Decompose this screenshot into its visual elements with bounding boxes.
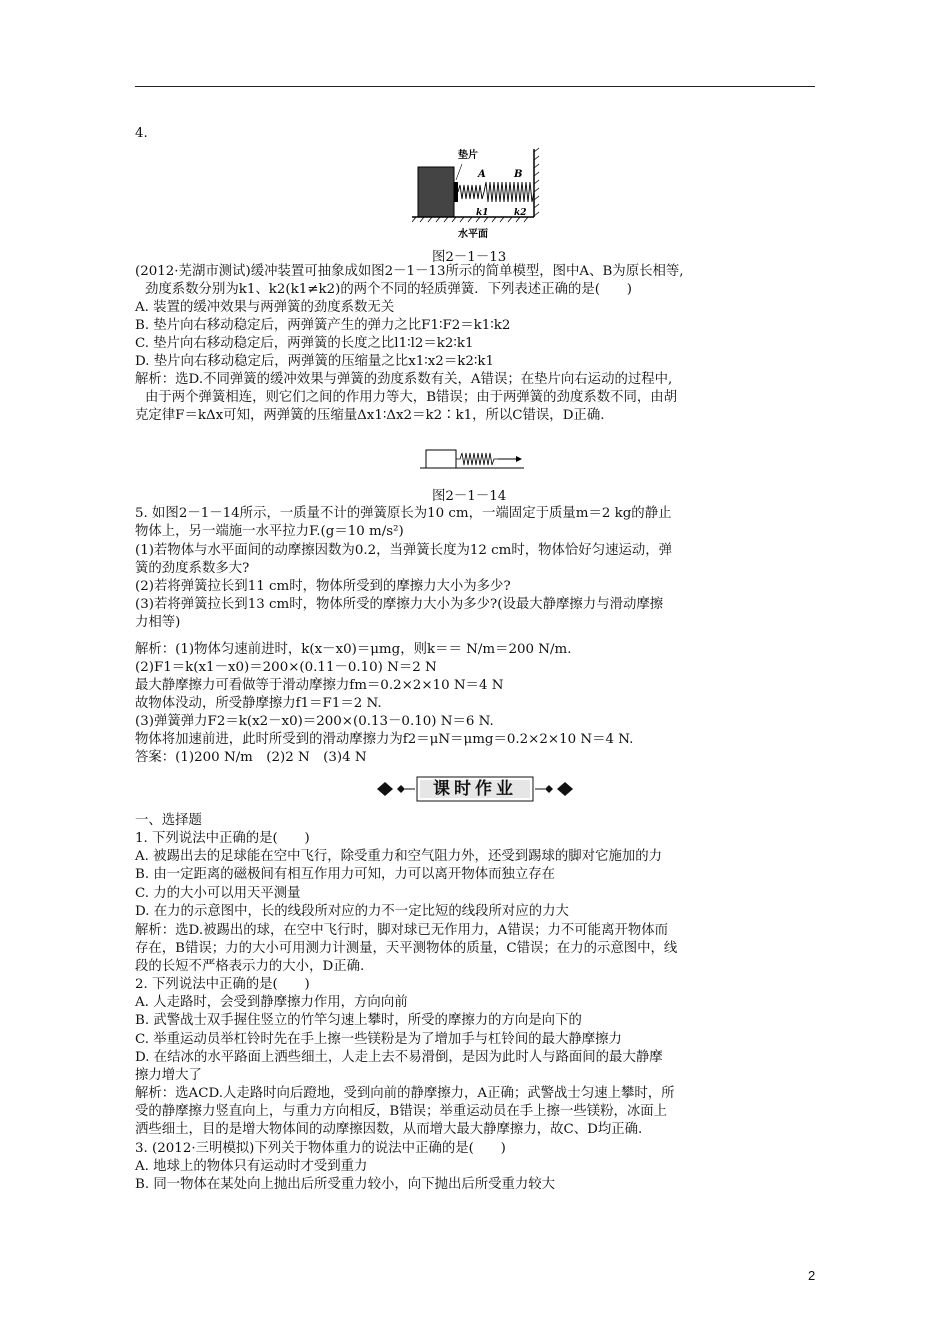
hw-q2-option-c: C. 举重运动员举杠铃时先在手上擦一些镁粉是为了增加手与杠铃间的最大静摩擦力 [135,1032,622,1047]
hw-q1-solution-2: 存在，B错误；力的大小可用测力计测量，天平测物体的质量，C错误；在力的示意图中，线 [135,941,678,956]
q5-stem-1: 5. 如图2－1－14所示，一质量不计的弹簧原长为10 cm，一端固定于质量m＝2 kg的静止 [135,506,672,521]
figure-2-1-13 [412,144,552,244]
label-b: B [514,169,523,180]
q4-solution-3: 克定律F＝kΔx可知，两弹簧的压缩量Δx1∶Δx2＝k2∶k1，所以C错误，D正确. [135,408,605,423]
hw-section-title: 一、选择题 [135,813,202,828]
q4-option-c: C. 垫片向右移动稳定后，两弹簧的长度之比l1∶l2＝k2∶k1 [135,336,474,351]
hw-q2-solution-2: 受的静摩擦力竖直向上，与重力方向相反，B错误；举重运动员在手上擦一些镁粉，冰面上 [135,1104,668,1119]
q5-stem-2: 物体上，另一端施一水平拉力F.(g＝10 m/s²) [135,524,404,539]
hw-q2-solution-3: 洒些细土，目的是增大物体间的动摩擦因数，从而增大最大静摩擦力，故C、D均正确. [135,1122,643,1137]
header-rule [135,86,815,87]
q5-solution-2: (2)F1＝k(x1－x0)＝200×(0.11－0.10) N＝2 N [135,660,437,675]
hw-q2-option-b: B. 武警战士双手握住竖立的竹竿匀速上攀时，所受的摩擦力的方向是向下的 [135,1013,582,1028]
q5-part1-a: (1)若物体与水平面间的动摩擦因数为0.2，当弹簧长度为12 cm时，物体恰好匀速运动，弹 [135,543,673,558]
label-ground: 水平面 [458,229,488,240]
hw-q1-solution-3: 段的长短不严格表示力的大小，D正确. [135,959,365,974]
hw-q2-solution-1: 解析：选ACD.人走路时向后蹬地，受到向前的静摩擦力，A正确；武警战士匀速上攀时，所 [135,1086,675,1101]
hw-q3-option-a: A. 地球上的物体只有运动时才受到重力 [135,1159,368,1174]
label-k2: k2 [514,208,527,218]
q5-solution-5: (3)弹簧弹力F2＝k(x2－x0)＝200×(0.13－0.10) N＝6 N. [135,714,494,729]
hw-q2: 2. 下列说法中正确的是( ) [135,977,310,992]
q5-part2: (2)若将弹簧拉长到11 cm时，物体所受到的摩擦力大小为多少? [135,579,511,594]
q4-option-b: B. 垫片向右移动稳定后，两弹簧产生的弹力之比F1∶F2＝k1∶k2 [135,318,511,333]
q5-answer: 答案：(1)200 N/m (2)2 N (3)4 N [135,750,367,765]
q4-stem-1: (2012·芜湖市测试)缓冲装置可抽象成如图2－1－13所示的简单模型，图中A、B为原长相等, [135,264,684,279]
hw-q1: 1. 下列说法中正确的是( ) [135,831,310,846]
figure-caption-14: 图2－1－14 [432,489,507,504]
label-a: A [478,169,486,180]
q5-part3-b: 力相等) [135,615,181,630]
hw-q2-option-d-1: D. 在结冰的水平路面上洒些细土，人走上去不易滑倒，是因为此时人与路面间的最大静摩 [135,1050,663,1065]
q5-solution-1: 解析：(1)物体匀速前进时，k(x－x0)＝μmg，则k＝＝ N/m＝200 N/m. [135,642,572,657]
q5-solution-4: 故物体没动，所受静摩擦力f1＝F1＝2 N. [135,696,382,711]
q4-option-a: A. 装置的缓冲效果与两弹簧的劲度系数无关 [135,300,395,315]
hw-q2-option-d-2: 擦力增大了 [135,1068,202,1083]
section-banner [375,776,575,802]
hw-q1-option-c: C. 力的大小可以用天平测量 [135,886,301,901]
q4-solution-1: 解析：选D.不同弹簧的缓冲效果与弹簧的劲度系数有关，A错误；在垫片向右运动的过程中, [135,372,673,387]
hw-q1-option-b: B. 由一定距离的磁极间有相互作用力可知，力可以离开物体而独立存在 [135,867,556,882]
hw-q1-solution-1: 解析：选D.被踢出的球，在空中飞行时，脚对球已无作用力，A错误；力不可能离开物体而 [135,923,669,938]
page-number: 2 [808,1268,816,1283]
hw-q1-option-d: D. 在力的示意图中，长的线段所对应的力不一定比短的线段所对应的力大 [135,904,569,919]
q5-part1-b: 簧的劲度系数多大? [135,561,250,576]
q4-solution-2: 由于两个弹簧相连，则它们之间的作用力等大，B错误；由于两弹簧的劲度系数不同，由胡 [145,390,678,405]
q5-solution-6: 物体将加速前进，此时所受到的滑动摩擦力为f2＝μN＝μmg＝0.2×2×10 N＝4 N. [135,732,634,747]
label-pad: 垫片 [458,150,478,161]
hw-q3: 3. (2012·三明模拟)下列关于物体重力的说法中正确的是( ) [135,1141,506,1156]
figure-2-1-14 [420,442,530,476]
q5-solution-3: 最大静摩擦力可看做等于滑动摩擦力fm＝0.2×2×10 N＝4 N [135,678,504,693]
banner-title: 课时作业 [433,779,517,799]
figure-caption-13: 图2－1－13 [432,250,507,265]
q5-part3-a: (3)若将弹簧拉长到13 cm时，物体所受的摩擦力大小为多少?(设最大静摩擦力与滑动摩擦 [135,597,664,612]
label-k1: k1 [476,208,489,218]
hw-q2-option-a: A. 人走路时，会受到静摩擦力作用，方向向前 [135,995,408,1010]
q4-number: 4. [135,126,148,141]
hw-q1-option-a: A. 被踢出去的足球能在空中飞行，除受重力和空气阻力外，还受到踢球的脚对它施加的力 [135,849,663,864]
q4-option-d: D. 垫片向右移动稳定后，两弹簧的压缩量之比x1∶x2＝k2∶k1 [135,354,494,369]
hw-q3-option-b: B. 同一物体在某处向上抛出后所受重力较小，向下抛出后所受重力较大 [135,1177,556,1192]
q4-stem-2: 劲度系数分别为k1、k2(k1≠k2)的两个不同的轻质弹簧．下列表述正确的是( ) [145,282,632,297]
